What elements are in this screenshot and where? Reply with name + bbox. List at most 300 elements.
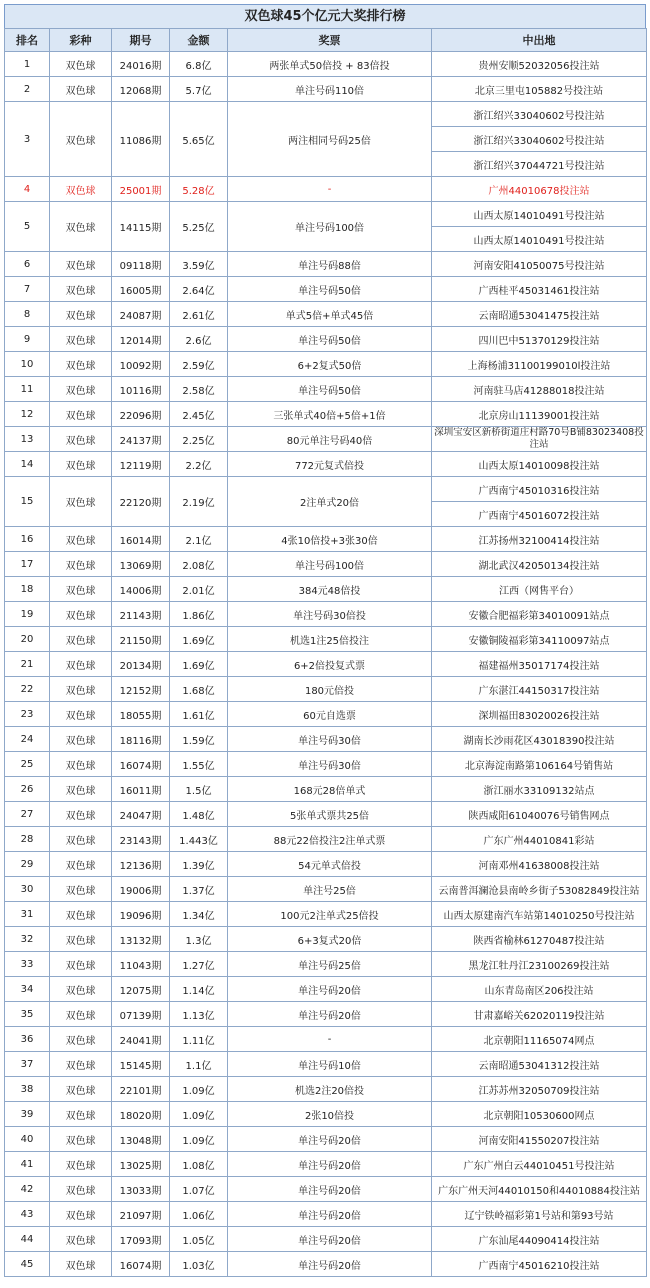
cell-ticket: 单注号码25倍	[228, 952, 432, 977]
cell-issue: 21150期	[112, 627, 170, 652]
table-row	[5, 1102, 647, 1127]
table-row	[5, 102, 647, 127]
table-row	[5, 977, 647, 1002]
table-row	[5, 77, 647, 102]
cell-amount: 5.65亿	[170, 102, 228, 177]
cell-amount: 5.25亿	[170, 202, 228, 252]
cell-location: 上海杨浦31100199010l投注站	[432, 352, 647, 377]
cell-game: 双色球	[50, 752, 112, 777]
cell-amount: 1.68亿	[170, 677, 228, 702]
cell-location: 广州44010678投注站	[432, 177, 647, 202]
cell-rank: 31	[5, 902, 50, 927]
cell-ticket: 单注号码20倍	[228, 1227, 432, 1252]
cell-ticket: 54元单式倍投	[228, 852, 432, 877]
table-row	[5, 1177, 647, 1202]
table-row	[5, 602, 647, 627]
cell-ticket: 单注号码30倍投	[228, 602, 432, 627]
cell-location: 北京三里屯105882号投注站	[432, 77, 647, 102]
cell-location: 北京房山11139001投注站	[432, 402, 647, 427]
cell-amount: 1.69亿	[170, 652, 228, 677]
cell-ticket: 单注号码30倍	[228, 752, 432, 777]
cell-issue: 19006期	[112, 877, 170, 902]
cell-rank: 45	[5, 1252, 50, 1277]
cell-game: 双色球	[50, 102, 112, 177]
table-title: 双色球45个亿元大奖排行榜	[4, 4, 646, 28]
table-row	[5, 177, 647, 202]
cell-game: 双色球	[50, 1002, 112, 1027]
cell-issue: 18020期	[112, 1102, 170, 1127]
table-row	[5, 952, 647, 977]
cell-rank: 15	[5, 477, 50, 527]
cell-game: 双色球	[50, 202, 112, 252]
cell-amount: 1.06亿	[170, 1202, 228, 1227]
cell-rank: 30	[5, 877, 50, 902]
cell-game: 双色球	[50, 852, 112, 877]
cell-amount: 2.6亿	[170, 327, 228, 352]
table-row	[5, 202, 647, 227]
cell-ticket: 60元自选票	[228, 702, 432, 727]
cell-game: 双色球	[50, 1177, 112, 1202]
cell-game: 双色球	[50, 402, 112, 427]
cell-amount: 3.59亿	[170, 252, 228, 277]
cell-issue: 12136期	[112, 852, 170, 877]
cell-rank: 16	[5, 527, 50, 552]
table-row	[5, 252, 647, 277]
header-issue: 期号	[112, 29, 170, 52]
cell-location: 山西太原14010491号投注站	[432, 227, 647, 252]
cell-rank: 9	[5, 327, 50, 352]
cell-rank: 39	[5, 1102, 50, 1127]
cell-amount: 1.09亿	[170, 1077, 228, 1102]
cell-game: 双色球	[50, 527, 112, 552]
cell-issue: 12119期	[112, 452, 170, 477]
cell-location: 广西桂平45031461投注站	[432, 277, 647, 302]
cell-amount: 1.37亿	[170, 877, 228, 902]
cell-issue: 21143期	[112, 602, 170, 627]
cell-issue: 13048期	[112, 1127, 170, 1152]
cell-rank: 40	[5, 1127, 50, 1152]
cell-game: 双色球	[50, 577, 112, 602]
cell-amount: 1.48亿	[170, 802, 228, 827]
cell-amount: 1.5亿	[170, 777, 228, 802]
table-row	[5, 577, 647, 602]
cell-location: 贵州安顺52032056投注站	[432, 52, 647, 77]
cell-ticket: 单注号码50倍	[228, 277, 432, 302]
cell-rank: 28	[5, 827, 50, 852]
cell-location: 山西太原14010098投注站	[432, 452, 647, 477]
cell-issue: 07139期	[112, 1002, 170, 1027]
cell-rank: 33	[5, 952, 50, 977]
cell-amount: 2.25亿	[170, 427, 228, 452]
cell-issue: 19096期	[112, 902, 170, 927]
cell-issue: 18116期	[112, 727, 170, 752]
cell-amount: 1.13亿	[170, 1002, 228, 1027]
cell-ticket: 4张10倍投+3张30倍	[228, 527, 432, 552]
cell-rank: 17	[5, 552, 50, 577]
cell-issue: 21097期	[112, 1202, 170, 1227]
cell-rank: 26	[5, 777, 50, 802]
cell-location: 河南驻马店41288018投注站	[432, 377, 647, 402]
cell-ticket: 100元2注单式25倍投	[228, 902, 432, 927]
cell-rank: 44	[5, 1227, 50, 1252]
header-game: 彩种	[50, 29, 112, 52]
cell-ticket: 单注号码30倍	[228, 727, 432, 752]
cell-rank: 37	[5, 1052, 50, 1077]
table-row	[5, 927, 647, 952]
cell-location: 安徽铜陵福彩第34110097站点	[432, 627, 647, 652]
cell-location: 江苏苏州32050709投注站	[432, 1077, 647, 1102]
header-location: 中出地	[432, 29, 647, 52]
table-row	[5, 52, 647, 77]
cell-issue: 22096期	[112, 402, 170, 427]
cell-location: 陕西咸阳61040076号销售网点	[432, 802, 647, 827]
cell-amount: 2.64亿	[170, 277, 228, 302]
cell-game: 双色球	[50, 377, 112, 402]
cell-ticket: 单注号码20倍	[228, 1002, 432, 1027]
cell-rank: 2	[5, 77, 50, 102]
cell-ticket: 168元28倍单式	[228, 777, 432, 802]
cell-game: 双色球	[50, 902, 112, 927]
cell-location: 四川巴中51370129投注站	[432, 327, 647, 352]
cell-rank: 14	[5, 452, 50, 477]
cell-location: 云南昭通53041475投注站	[432, 302, 647, 327]
table-body	[5, 52, 647, 1277]
table-row	[5, 1252, 647, 1277]
cell-game: 双色球	[50, 177, 112, 202]
cell-game: 双色球	[50, 727, 112, 752]
cell-game: 双色球	[50, 952, 112, 977]
table-row	[5, 852, 647, 877]
cell-rank: 11	[5, 377, 50, 402]
cell-amount: 1.34亿	[170, 902, 228, 927]
table-row	[5, 452, 647, 477]
cell-ticket: 80元单注号码40倍	[228, 427, 432, 452]
cell-game: 双色球	[50, 327, 112, 352]
cell-issue: 18055期	[112, 702, 170, 727]
cell-rank: 10	[5, 352, 50, 377]
cell-amount: 1.05亿	[170, 1227, 228, 1252]
cell-game: 双色球	[50, 977, 112, 1002]
cell-issue: 16014期	[112, 527, 170, 552]
cell-rank: 25	[5, 752, 50, 777]
cell-ticket: 2注单式20倍	[228, 477, 432, 527]
cell-location: 湖北武汉42050134投注站	[432, 552, 647, 577]
table-row	[5, 627, 647, 652]
cell-rank: 22	[5, 677, 50, 702]
cell-ticket: 单注号码20倍	[228, 1152, 432, 1177]
table-header-row	[5, 29, 647, 52]
cell-game: 双色球	[50, 1202, 112, 1227]
cell-amount: 1.69亿	[170, 627, 228, 652]
cell-ticket: 单注号码20倍	[228, 1202, 432, 1227]
cell-issue: 22101期	[112, 1077, 170, 1102]
table-row	[5, 1227, 647, 1252]
cell-location: 河南安阳41050075号投注站	[432, 252, 647, 277]
cell-rank: 13	[5, 427, 50, 452]
cell-amount: 1.59亿	[170, 727, 228, 752]
cell-game: 双色球	[50, 602, 112, 627]
cell-location: 甘肃嘉峪关62020119投注站	[432, 1002, 647, 1027]
cell-game: 双色球	[50, 627, 112, 652]
cell-rank: 8	[5, 302, 50, 327]
cell-location: 河南邓州41638008投注站	[432, 852, 647, 877]
cell-ticket: -	[228, 1027, 432, 1052]
cell-amount: 1.09亿	[170, 1127, 228, 1152]
table-row	[5, 777, 647, 802]
cell-ticket: 6+3复式20倍	[228, 927, 432, 952]
cell-rank: 19	[5, 602, 50, 627]
table-row	[5, 402, 647, 427]
cell-rank: 34	[5, 977, 50, 1002]
cell-ticket: 单注号码20倍	[228, 977, 432, 1002]
cell-game: 双色球	[50, 1052, 112, 1077]
cell-issue: 12152期	[112, 677, 170, 702]
cell-amount: 2.58亿	[170, 377, 228, 402]
table-row	[5, 702, 647, 727]
cell-amount: 1.61亿	[170, 702, 228, 727]
cell-issue: 10092期	[112, 352, 170, 377]
cell-location: 深圳宝安区新桥街道庄村路70号B铺83023408投注站	[432, 427, 647, 452]
cell-rank: 20	[5, 627, 50, 652]
ranking-table	[4, 28, 647, 1277]
table-row	[5, 552, 647, 577]
cell-amount: 6.8亿	[170, 52, 228, 77]
cell-game: 双色球	[50, 1077, 112, 1102]
cell-location: 山东青岛南区206投注站	[432, 977, 647, 1002]
cell-issue: 16074期	[112, 752, 170, 777]
cell-location: 浙江丽水33109132站点	[432, 777, 647, 802]
cell-rank: 43	[5, 1202, 50, 1227]
cell-rank: 27	[5, 802, 50, 827]
table-row	[5, 1027, 647, 1052]
cell-amount: 2.61亿	[170, 302, 228, 327]
cell-rank: 12	[5, 402, 50, 427]
cell-ticket: 机选2注20倍投	[228, 1077, 432, 1102]
cell-game: 双色球	[50, 802, 112, 827]
cell-ticket: -	[228, 177, 432, 202]
cell-issue: 11043期	[112, 952, 170, 977]
cell-location: 辽宁铁岭福彩第1号站和第93号站	[432, 1202, 647, 1227]
table-row	[5, 652, 647, 677]
table-row	[5, 727, 647, 752]
cell-ticket: 5张单式票共25倍	[228, 802, 432, 827]
cell-location: 江苏扬州32100414投注站	[432, 527, 647, 552]
cell-amount: 1.03亿	[170, 1252, 228, 1277]
cell-issue: 20134期	[112, 652, 170, 677]
cell-location: 陕西省榆林61270487投注站	[432, 927, 647, 952]
cell-location: 浙江绍兴33040602号投注站	[432, 102, 647, 127]
table-row	[5, 902, 647, 927]
cell-rank: 29	[5, 852, 50, 877]
cell-amount: 2.59亿	[170, 352, 228, 377]
cell-amount: 2.08亿	[170, 552, 228, 577]
cell-location: 广西南宁45016210投注站	[432, 1252, 647, 1277]
cell-location: 黑龙江牡丹江23100269投注站	[432, 952, 647, 977]
cell-amount: 5.7亿	[170, 77, 228, 102]
cell-amount: 1.08亿	[170, 1152, 228, 1177]
table-row	[5, 477, 647, 502]
cell-amount: 1.443亿	[170, 827, 228, 852]
cell-rank: 7	[5, 277, 50, 302]
cell-location: 云南昭通53041312投注站	[432, 1052, 647, 1077]
cell-ticket: 单注号码10倍	[228, 1052, 432, 1077]
cell-ticket: 单注号码100倍	[228, 202, 432, 252]
cell-rank: 38	[5, 1077, 50, 1102]
cell-issue: 23143期	[112, 827, 170, 852]
cell-rank: 5	[5, 202, 50, 252]
cell-game: 双色球	[50, 927, 112, 952]
cell-ticket: 单注号码50倍	[228, 327, 432, 352]
cell-ticket: 180元倍投	[228, 677, 432, 702]
cell-amount: 1.3亿	[170, 927, 228, 952]
cell-location: 山西太原14010491号投注站	[432, 202, 647, 227]
cell-location: 浙江绍兴33040602号投注站	[432, 127, 647, 152]
cell-rank: 24	[5, 727, 50, 752]
cell-issue: 12075期	[112, 977, 170, 1002]
cell-ticket: 6+2倍投复式票	[228, 652, 432, 677]
cell-amount: 2.1亿	[170, 527, 228, 552]
cell-game: 双色球	[50, 827, 112, 852]
cell-location: 广东湛江44150317投注站	[432, 677, 647, 702]
cell-game: 双色球	[50, 252, 112, 277]
cell-ticket: 单注号码20倍	[228, 1252, 432, 1277]
table-row	[5, 1002, 647, 1027]
cell-amount: 2.45亿	[170, 402, 228, 427]
cell-location: 湖南长沙雨花区43018390投注站	[432, 727, 647, 752]
cell-game: 双色球	[50, 1227, 112, 1252]
cell-location: 浙江绍兴37044721号投注站	[432, 152, 647, 177]
cell-ticket: 单注号码20倍	[228, 1127, 432, 1152]
cell-game: 双色球	[50, 1027, 112, 1052]
cell-amount: 1.39亿	[170, 852, 228, 877]
cell-location: 广东汕尾44090414投注站	[432, 1227, 647, 1252]
cell-ticket: 单注号码50倍	[228, 377, 432, 402]
table-row	[5, 527, 647, 552]
cell-ticket: 88元22倍投注2注单式票	[228, 827, 432, 852]
cell-amount: 5.28亿	[170, 177, 228, 202]
cell-ticket: 6+2复式50倍	[228, 352, 432, 377]
cell-game: 双色球	[50, 477, 112, 527]
cell-rank: 4	[5, 177, 50, 202]
cell-issue: 22120期	[112, 477, 170, 527]
cell-amount: 2.19亿	[170, 477, 228, 527]
cell-issue: 12068期	[112, 77, 170, 102]
table-row	[5, 802, 647, 827]
cell-game: 双色球	[50, 277, 112, 302]
cell-issue: 14006期	[112, 577, 170, 602]
cell-location: 广西南宁45016072投注站	[432, 502, 647, 527]
cell-issue: 11086期	[112, 102, 170, 177]
cell-issue: 13033期	[112, 1177, 170, 1202]
cell-issue: 24137期	[112, 427, 170, 452]
cell-game: 双色球	[50, 427, 112, 452]
cell-rank: 23	[5, 702, 50, 727]
table-row	[5, 327, 647, 352]
table-row	[5, 1127, 647, 1152]
cell-ticket: 三张单式40倍+5倍+1倍	[228, 402, 432, 427]
table-row	[5, 277, 647, 302]
cell-rank: 21	[5, 652, 50, 677]
cell-ticket: 单注号码110倍	[228, 77, 432, 102]
cell-ticket: 两张单式50倍投 + 83倍投	[228, 52, 432, 77]
cell-location: 安徽合肥福彩第34010091站点	[432, 602, 647, 627]
cell-location: 河南安阳41550207投注站	[432, 1127, 647, 1152]
table-row	[5, 302, 647, 327]
cell-amount: 2.2亿	[170, 452, 228, 477]
cell-amount: 1.1亿	[170, 1052, 228, 1077]
cell-amount: 1.11亿	[170, 1027, 228, 1052]
table-row	[5, 1077, 647, 1102]
cell-amount: 1.55亿	[170, 752, 228, 777]
cell-issue: 13132期	[112, 927, 170, 952]
table-row	[5, 677, 647, 702]
cell-issue: 17093期	[112, 1227, 170, 1252]
table-row	[5, 352, 647, 377]
cell-issue: 13025期	[112, 1152, 170, 1177]
cell-game: 双色球	[50, 552, 112, 577]
cell-location: 山西太原建南汽车站第14010250号投注站	[432, 902, 647, 927]
cell-issue: 15145期	[112, 1052, 170, 1077]
table-row	[5, 827, 647, 852]
cell-game: 双色球	[50, 777, 112, 802]
cell-game: 双色球	[50, 1252, 112, 1277]
cell-rank: 6	[5, 252, 50, 277]
cell-game: 双色球	[50, 677, 112, 702]
table-row	[5, 1052, 647, 1077]
cell-game: 双色球	[50, 352, 112, 377]
cell-issue: 24041期	[112, 1027, 170, 1052]
cell-rank: 42	[5, 1177, 50, 1202]
cell-rank: 41	[5, 1152, 50, 1177]
cell-game: 双色球	[50, 452, 112, 477]
cell-game: 双色球	[50, 302, 112, 327]
cell-ticket: 772元复式倍投	[228, 452, 432, 477]
cell-location: 北京朝阳10530600网点	[432, 1102, 647, 1127]
cell-ticket: 384元48倍投	[228, 577, 432, 602]
cell-game: 双色球	[50, 702, 112, 727]
cell-issue: 24016期	[112, 52, 170, 77]
cell-game: 双色球	[50, 877, 112, 902]
cell-rank: 36	[5, 1027, 50, 1052]
cell-issue: 09118期	[112, 252, 170, 277]
cell-location: 云南普洱澜沧县南岭乡街子53082849投注站	[432, 877, 647, 902]
cell-location: 福建福州35017174投注站	[432, 652, 647, 677]
table-row	[5, 427, 647, 452]
cell-amount: 1.09亿	[170, 1102, 228, 1127]
cell-rank: 35	[5, 1002, 50, 1027]
cell-issue: 24087期	[112, 302, 170, 327]
cell-ticket: 单注号码100倍	[228, 552, 432, 577]
header-rank: 排名	[5, 29, 50, 52]
cell-game: 双色球	[50, 652, 112, 677]
table-row	[5, 1202, 647, 1227]
ranking-table-container	[4, 4, 646, 1277]
header-amount: 金额	[170, 29, 228, 52]
cell-issue: 16074期	[112, 1252, 170, 1277]
cell-ticket: 单注号码88倍	[228, 252, 432, 277]
cell-ticket: 单注号码20倍	[228, 1177, 432, 1202]
cell-issue: 10116期	[112, 377, 170, 402]
cell-rank: 1	[5, 52, 50, 77]
cell-ticket: 单注号25倍	[228, 877, 432, 902]
cell-amount: 1.07亿	[170, 1177, 228, 1202]
cell-rank: 3	[5, 102, 50, 177]
cell-game: 双色球	[50, 77, 112, 102]
cell-location: 北京海淀南路第106164号销售站	[432, 752, 647, 777]
cell-location: 广西南宁45010316投注站	[432, 477, 647, 502]
cell-location: 广东广州白云44010451号投注站	[432, 1152, 647, 1177]
cell-ticket: 机选1注25倍投注	[228, 627, 432, 652]
